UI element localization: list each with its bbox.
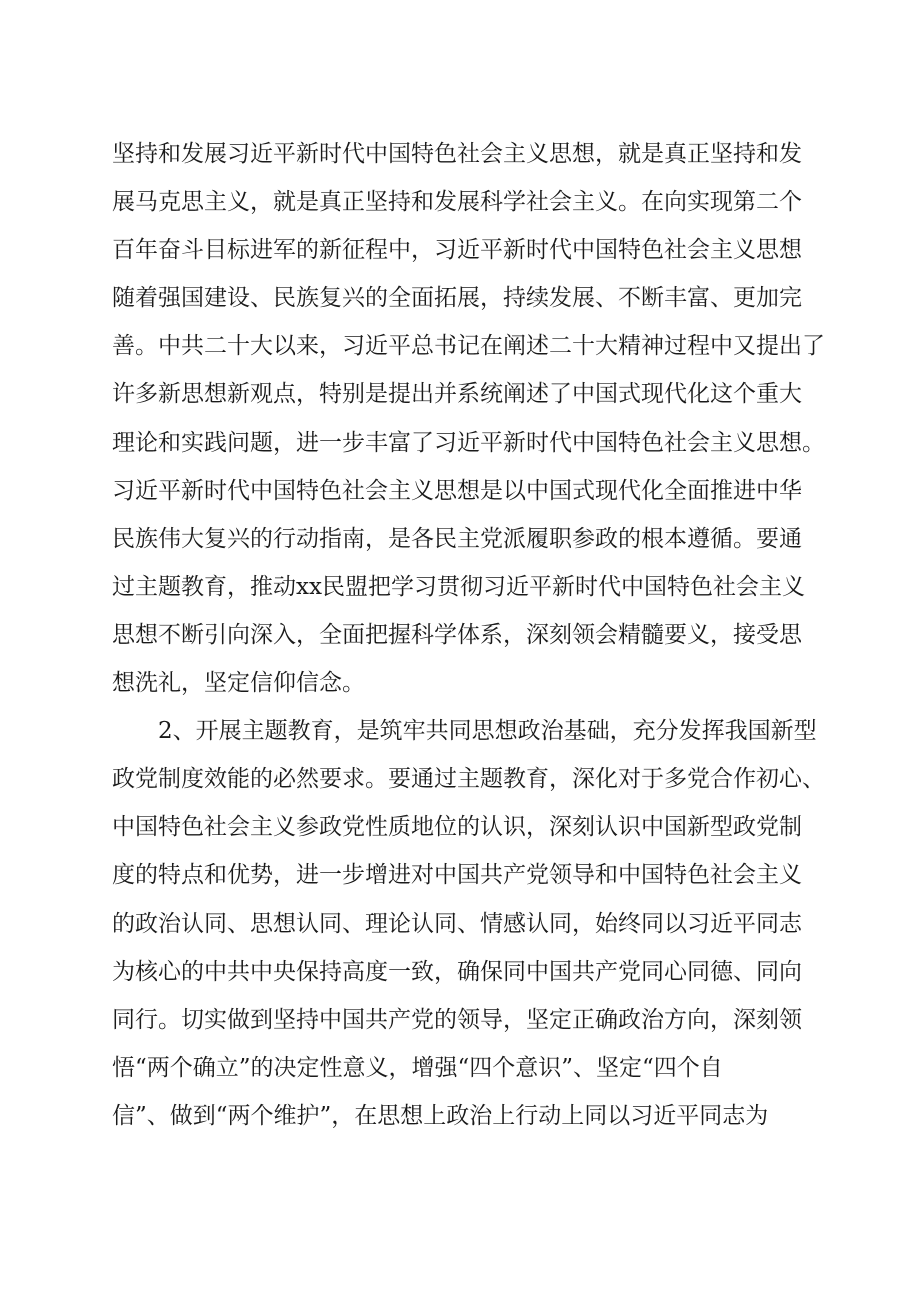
body-text xyxy=(112,130,832,1140)
text-line: 的政治认同、思想认同、理论认同、情感认同，始终同以习近平同志 xyxy=(112,910,802,937)
text-line: 民族伟大复兴的行动指南，是各民主党派履职参政的根本遵循。要通 xyxy=(112,525,802,552)
text-line: 理论和实践问题，进一步丰富了习近平新时代中国特色社会主义思想。 xyxy=(112,429,825,456)
text-line: 信”、做到“两个维护”，在思想上政治上行动上同以习近平同志为 xyxy=(112,1102,769,1129)
text-line: 为核心的中共中央保持高度一致，确保同中国共产党同心同德、同向 xyxy=(112,958,802,985)
paragraph-2 xyxy=(112,707,832,1140)
text-line: 随着强国建设、民族复兴的全面拓展，持续发展、不断丰富、更加完 xyxy=(112,285,802,312)
text-line: 想洗礼，坚定信仰信念。 xyxy=(112,670,365,697)
text-line: 思想不断引向深入，全面把握科学体系，深刻领会精髓要义，接受思 xyxy=(112,621,802,648)
text-line: 过主题教育，推动xx民盟把学习贯彻习近平新时代中国特色社会主义 xyxy=(112,573,805,600)
text-line: 善。中共二十大以来，习近平总书记在阐述二十大精神过程中又提出了 xyxy=(112,333,825,360)
text-line: 2、开展主题教育，是筑牢共同思想政治基础，充分发挥我国新型 xyxy=(158,718,817,745)
text-line: 中国特色社会主义参政党性质地位的认识，深刻认识中国新型政党制 xyxy=(112,814,802,841)
text-line: 坚持和发展习近平新时代中国特色社会主义思想，就是真正坚持和发 xyxy=(112,141,802,167)
paragraph-1 xyxy=(112,130,832,707)
text-line: 度的特点和优势，进一步增进对中国共产党领导和中国特色社会主义 xyxy=(112,862,802,889)
text-line: 习近平新时代中国特色社会主义思想是以中国式现代化全面推进中华 xyxy=(112,477,802,504)
text-line: 政党制度效能的必然要求。要通过主题教育，深化对于多党合作初心、 xyxy=(112,766,825,793)
text-line: 悟“两个确立”的决定性意义，增强“四个意识”、坚定“四个自 xyxy=(112,1054,723,1081)
text-line: 许多新思想新观点，特别是提出并系统阐述了中国式现代化这个重大 xyxy=(112,381,802,408)
text-line: 百年奋斗目标进军的新征程中，习近平新时代中国特色社会主义思想 xyxy=(112,237,802,264)
text-line: 同行。切实做到坚持中国共产党的领导，坚定正确政治方向，深刻领 xyxy=(112,1006,802,1033)
text-line: 展马克思主义，就是真正坚持和发展科学社会主义。在向实现第二个 xyxy=(112,189,802,216)
